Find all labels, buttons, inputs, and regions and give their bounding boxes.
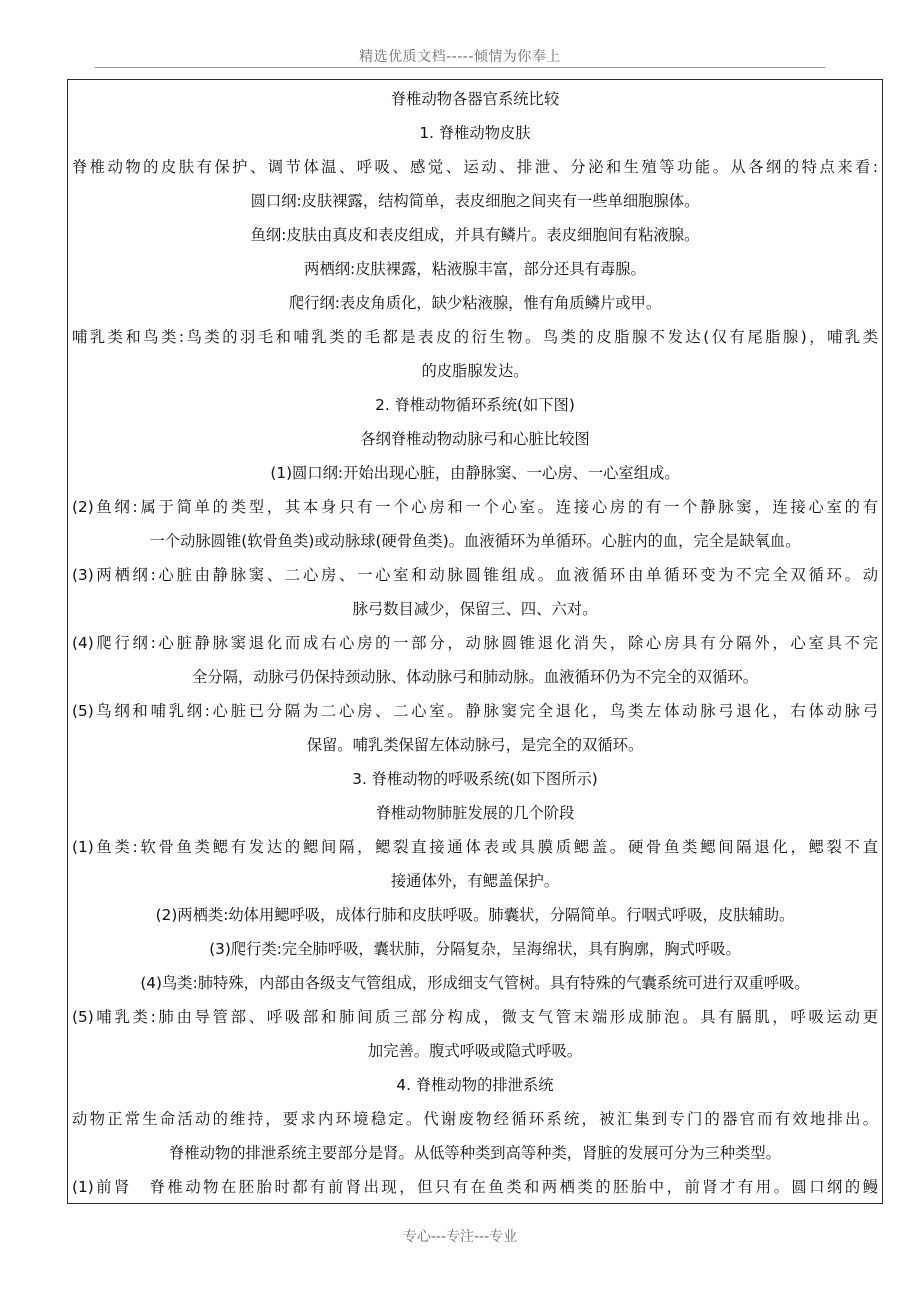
circulation-item-4-cont: 全分隔，动脉弓仍保持颈动脉、体动脉弓和肺动脉。血液循环仍为不完全的双循环。 [192, 668, 758, 686]
circulation-item-4: (4)爬行纲:心脏静脉窦退化而成右心房的一部分，动脉圆锥退化消失，除心房具有分隔外，心室具不完 [72, 634, 878, 652]
respiration-item-4: (4)鸟类:肺特殊，内部由各级支气管组成，形成细支气管树。具有特殊的气囊系统可进行双重呼吸。 [140, 974, 810, 992]
excretion-paragraph-1: 动物正常生命活动的维持，要求内环境稳定。代谢废物经循环系统，被汇集到专门的器官而有效地排出。 [72, 1110, 878, 1128]
respiration-item-3: (3)爬行类:完全肺呼吸，囊状肺，分隔复杂，呈海绵状，具有胸廓，胸式呼吸。 [209, 940, 741, 958]
paragraph-skin-amphibia: 两栖纲:皮肤裸露，粘液腺丰富，部分还具有毒腺。 [304, 260, 646, 278]
circulation-item-2-cont: 一个动脉圆锥(软骨鱼类)或动脉球(硬骨鱼类)。血液循环为单循环。心脏内的血，完全是缺氧血。 [149, 532, 801, 550]
respiration-item-5-cont: 加完善。腹式呼吸或隐式呼吸。 [367, 1042, 583, 1060]
respiration-item-1: (1)鱼类:软骨鱼类鳃有发达的鳃间隔，鳃裂直接通体表或具膜质鳃盖。硬骨鱼类鳃间隔退化，鳃裂不直 [72, 838, 878, 856]
circulation-item-2: (2)鱼纲:属于简单的类型，其本身只有一个心房和一个心室。连接心房的有一个静脉窦，连接心室的有 [72, 498, 878, 516]
document-title: 脊椎动物各器官系统比较 [390, 90, 560, 108]
paragraph-skin-reptilia: 爬行纲:表皮角质化，缺少粘液腺，惟有角质鳞片或甲。 [288, 294, 662, 312]
section-heading-respiration: 3. 脊椎动物的呼吸系统(如下图所示) [352, 770, 598, 788]
paragraph-skin-mammal-bird: 哺乳类和鸟类:鸟类的羽毛和哺乳类的毛都是表皮的衍生物。鸟类的皮脂腺不发达(仅有尾脂腺)，哺乳类 [72, 328, 878, 346]
excretion-item-1: (1)前肾 脊椎动物在胚胎时都有前肾出现，但只有在鱼类和两栖类的胚胎中，前肾才有用。圆口纲的鳗 [72, 1178, 878, 1196]
paragraph-skin-intro: 脊椎动物的皮肤有保护、调节体温、呼吸、感觉、运动、排泄、分泌和生殖等功能。从各纲的特点来看: [72, 158, 878, 176]
page-header: 精选优质文档-----倾情为你奉上 [359, 49, 561, 65]
circulation-item-5: (5)鸟纲和哺乳纲:心脏已分隔为二心房、二心室。静脉窦完全退化，鸟类左体动脉弓退化，右体动脉弓 [72, 702, 878, 720]
figure-caption-respiration: 脊椎动物肺脏发展的几个阶段 [375, 804, 575, 822]
paragraph-skin-fish: 鱼纲:皮肤由真皮和表皮组成，并具有鳞片。表皮细胞间有粘液腺。 [250, 226, 700, 244]
figure-caption-circulation: 各纲脊椎动物动脉弓和心脏比较图 [360, 430, 590, 448]
document-body [67, 79, 883, 1204]
circulation-item-1: (1)圆口纲:开始出现心脏，由静脉窦、一心房、一心室组成。 [270, 464, 680, 482]
circulation-item-5-cont: 保留。哺乳类保留左体动脉弓，是完全的双循环。 [306, 736, 644, 754]
paragraph-skin-mammal-bird-cont: 的皮脂腺发达。 [421, 362, 529, 380]
section-heading-skin: 1. 脊椎动物皮肤 [419, 124, 531, 142]
excretion-paragraph-2: 脊椎动物的排泄系统主要部分是肾。从低等种类到高等种类，肾脏的发展可分为三种类型。 [169, 1144, 781, 1162]
circulation-item-3-cont: 脉弓数目减少，保留三、四、六对。 [352, 600, 598, 618]
circulation-item-3: (3)两栖纲:心脏由静脉窦、二心房、一心室和动脉圆锥组成。血液循环由单循环变为不完全双循环。动 [72, 566, 878, 584]
paragraph-skin-cyclostomata: 圆口纲:皮肤裸露，结构简单，表皮细胞之间夹有一些单细胞腺体。 [250, 192, 700, 210]
respiration-item-1-cont: 接通体外，有鳃盖保护。 [390, 872, 560, 890]
respiration-item-5: (5)哺乳类:肺由导管部、呼吸部和肺间质三部分构成，微支气管末端形成肺泡。具有膈肌，呼吸运动更 [72, 1008, 878, 1026]
header-divider [95, 67, 825, 68]
page-footer: 专心---专注---专业 [402, 1229, 518, 1245]
section-heading-excretion: 4. 脊椎动物的排泄系统 [396, 1076, 554, 1094]
respiration-item-2: (2)两栖类:幼体用鳃呼吸，成体行肺和皮肤呼吸。肺囊状，分隔简单。行咽式呼吸，皮肤辅助。 [155, 906, 795, 924]
section-heading-circulation: 2. 脊椎动物循环系统(如下图) [375, 396, 575, 414]
